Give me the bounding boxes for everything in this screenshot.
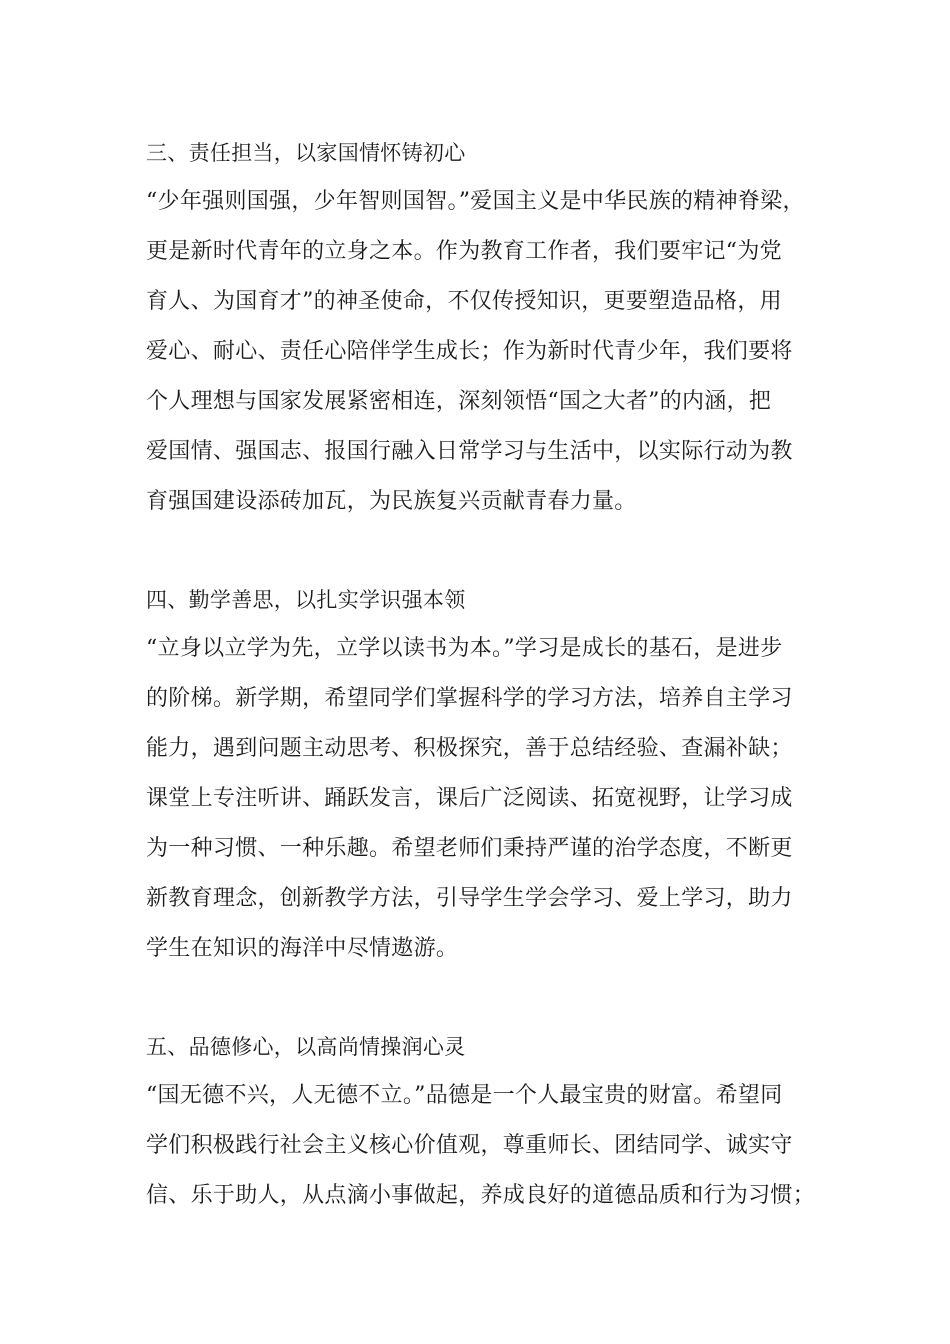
paragraph-line: 课堂上专注听讲、踊跃发言，课后广泛阅读、拓宽视野，让学习成: [146, 786, 793, 811]
section-heading: 五、品德修心，以高尚情操润心灵: [146, 1035, 466, 1059]
section-heading: 三、责任担当，以家国情怀铸初心: [146, 141, 466, 165]
paragraph-line: 爱国情、强国志、报国行融入日常学习与生活中，以实际行动为教: [146, 439, 793, 464]
paragraph-line: 育强国建设添砖加瓦，为民族复兴贡献青春力量。: [146, 489, 637, 514]
paragraph-line: 的阶梯。新学期，希望同学们掌握科学的学习方法，培养自主学习: [146, 686, 793, 711]
paragraph-line: 学生在知识的海洋中尽情遨游。: [146, 936, 459, 961]
paragraph-line: 爱心、耐心、责任心陪伴学生成长；作为新时代青少年，我们要将: [146, 339, 793, 364]
paragraph-line: 个人理想与国家发展紧密相连，深刻领悟“国之大者”的内涵，把: [146, 389, 772, 414]
paragraph-line: 学们积极践行社会主义核心价值观，尊重师长、团结同学、诚实守: [146, 1133, 793, 1158]
paragraph-line: 为一种习惯、一种乐趣。希望老师们秉持严谨的治学态度，不断更: [146, 836, 793, 861]
paragraph-line: 更是新时代青年的立身之本。作为教育工作者，我们要牢记“为党: [146, 239, 782, 264]
paragraph-line: 新教育理念，创新教学方法，引导学生学会学习、爱上学习，助力: [146, 886, 793, 911]
paragraph-line: 信、乐于助人，从点滴小事做起，养成良好的道德品质和行为习惯；: [146, 1183, 816, 1208]
section-heading: 四、勤学善思，以扎实学识强本领: [146, 588, 466, 612]
paragraph-line: 育人、为国育才”的神圣使命，不仅传授知识，更要塑造品格，用: [146, 289, 782, 314]
paragraph-line: “少年强则国强，少年智则国智。”爱国主义是中华民族的精神脊梁，: [146, 189, 805, 214]
paragraph-line: “国无德不兴，人无德不立。”品德是一个人最宝贵的财富。希望同: [146, 1083, 783, 1108]
paragraph-line: “立身以立学为先，立学以读书为本。”学习是成长的基石，是进步: [146, 636, 783, 661]
paragraph-line: 能力，遇到问题主动思考、积极探究，善于总结经验、查漏补缺；: [146, 736, 793, 761]
